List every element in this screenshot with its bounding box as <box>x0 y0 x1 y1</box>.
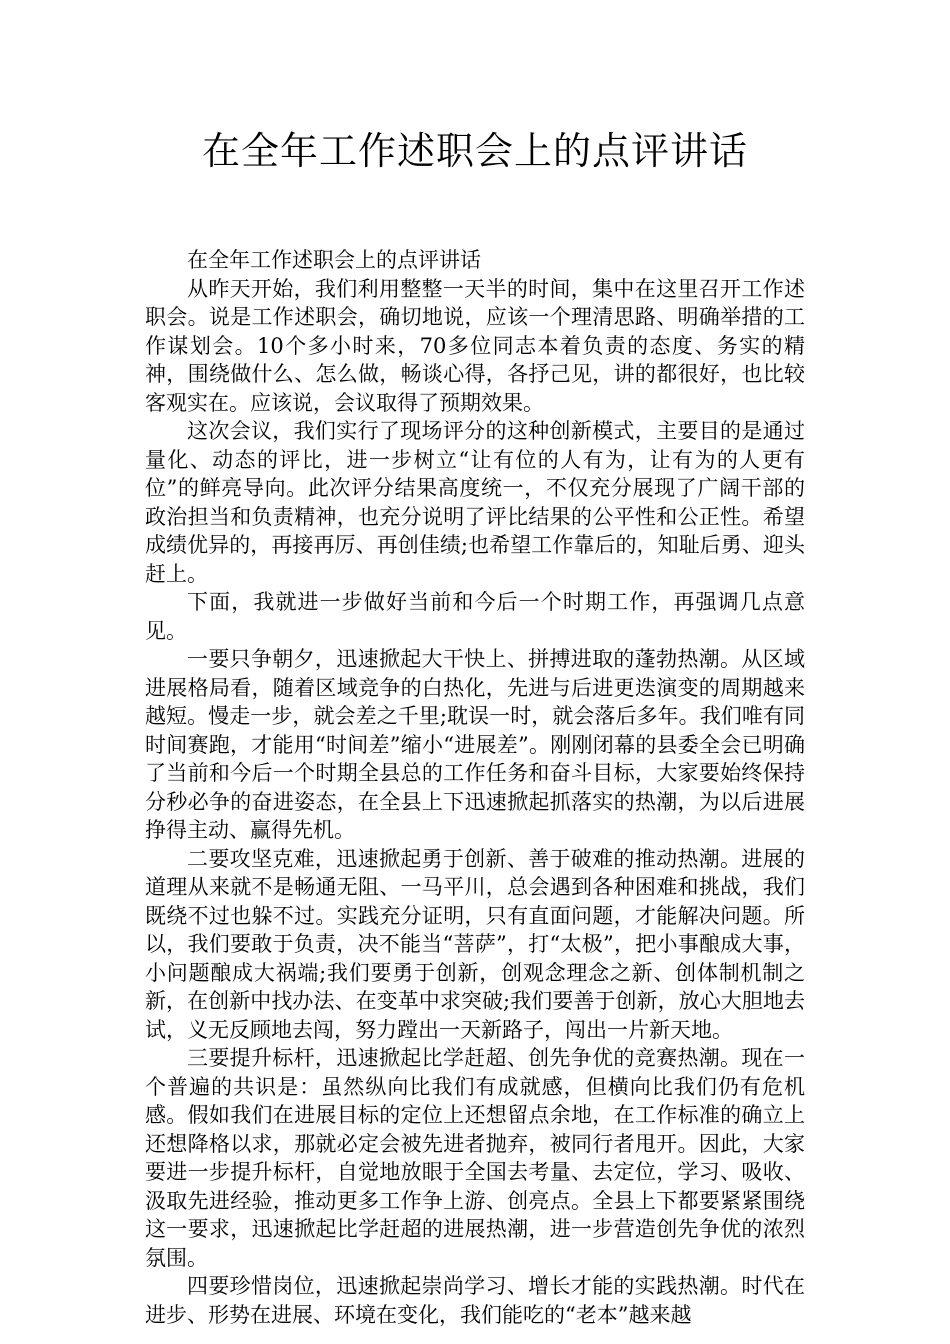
paragraph-point-one: 一要只争朝夕，迅速掀起大干快上、拼搏进取的蓬勃热潮。从区域进展格局看，随着区域竞争的白热化，先进与后进更迭演变的周期越来越短。慢走一步，就会差之千里;耽误一时，就会落后多年。我们唯有同时间赛跑，才能用“时间差”缩小“进展差”。刚刚闭幕的县委全会已明确了当前和今后一个时期全县总的工作任务和奋斗目标，大家要始终保持分秒必争的奋进姿态，在全县上下迅速掀起抓落实的热潮，为以后进展挣得主动、赢得先机。 <box>145 647 805 842</box>
paragraph-intro: 下面，我就进一步做好当前和今后一个时期工作，再强调几点意见。 <box>145 590 805 643</box>
paragraph-point-three: 三要提升标杆，迅速掀起比学赶超、创先争优的竞赛热潮。现在一个普遍的共识是：虽然纵向比我们有成就感，但横向比我们仍有危机感。假如我们在进展目标的定位上还想留点余地，在工作标准的确立上还想降格以求，那就必定会被先进者抛弃，被同行者甩开。因此，大家要进一步提升标杆，自觉地放眼于全国去考量、去定位，学习、吸收、汲取先进经验，推动更多工作争上游、创亮点。全县上下都要紧紧围绕这一要求，迅速掀起比学赶超的进展热潮，进一步营造创先争优的浓烈氛围。 <box>145 1046 805 1270</box>
document-body <box>145 246 805 1329</box>
paragraph-scoring: 这次会议，我们实行了现场评分的这种创新模式，主要目的是通过量化、动态的评比，进一步树立“让有位的人有为，让有为的人更有位”的鲜亮导向。此次评分结果高度统一，不仅充分展现了广阔干部的政治担当和负责精神，也充分说明了评比结果的公平性和公正性。希望成绩优异的，再接再厉、再创佳绩;也希望工作靠后的，知耻后勇、迎头赶上。 <box>145 419 805 586</box>
paragraph-opening: 从昨天开始，我们利用整整一天半的时间，集中在这里召开工作述职会。说是工作述职会，确切地说，应该一个理清思路、明确举措的工作谋划会。10个多小时来，70多位同志本着负责的态度、务实的精神，围绕做什么、怎么做，畅谈心得，各抒己见，讲的都很好，也比较客观实在。应该说，会议取得了预期效果。 <box>145 276 805 415</box>
paragraph-point-four: 四要珍惜岗位，迅速掀起崇尚学习、增长才能的实践热潮。时代在进步、形势在进展、环境在变化，我们能吃的“老本”越来越 <box>145 1274 805 1327</box>
document-subtitle: 在全年工作述职会上的点评讲话 <box>187 248 481 272</box>
paragraph-point-two: 二要攻坚克难，迅速掀起勇于创新、善于破难的推动热潮。进展的道理从来就不是畅通无阻、一马平川，总会遇到各种困难和挑战，我们既绕不过也躲不过。实践充分证明，只有直面问题，才能解决问题。所以，我们要敢于负责，决不能当“菩萨”，打“太极”，把小事酿成大事，小问题酿成大祸端;我们要勇于创新，创观念理念之新、创体制机制之新，在创新中找办法、在变革中求突破;我们要善于创新，放心大胆地去试，义无反顾地去闯，努力蹚出一天新路子，闯出一片新天地。 <box>145 846 805 1042</box>
page-title: 在全年工作述职会上的点评讲话 <box>201 129 748 173</box>
